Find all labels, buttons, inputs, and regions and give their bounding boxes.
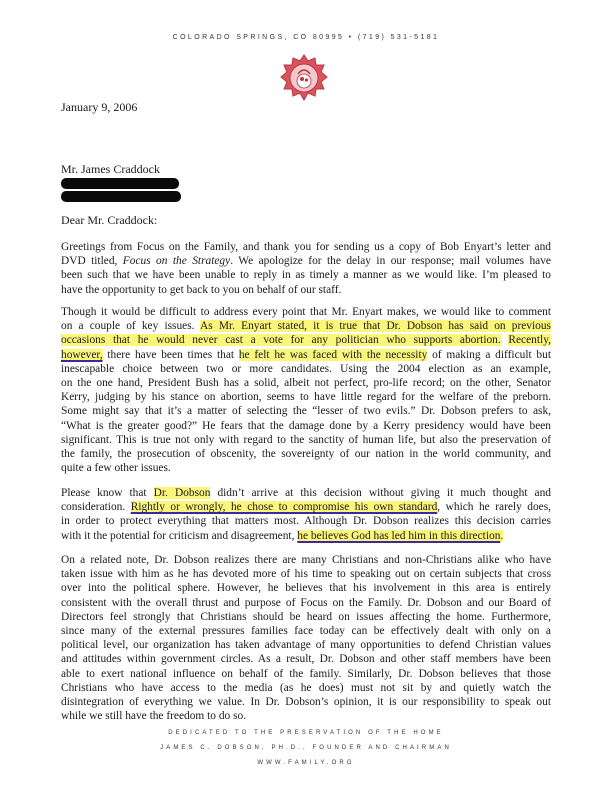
text-line bbox=[61, 333, 551, 347]
highlighted-text: occasions that he would never cast a vote for any politician who supports abortion. bbox=[61, 334, 501, 347]
text-line: and attitudes within government circles. As a result, Dr. Dobson and other staff members have been bbox=[61, 653, 551, 666]
text-line: have the opportunity to get back to you on behalf of our staff. bbox=[61, 283, 342, 296]
text-line: taken issue with him as he has devoted more of his time to speaking out on certain subjects that cross bbox=[61, 568, 551, 581]
letter-date: January 9, 2006 bbox=[61, 100, 138, 114]
text-line: able to exert national influence on behalf of the family. Similarly, Dr. Dobson believes that those bbox=[61, 667, 551, 680]
highlighted-text: As Mr. Enyart stated, it is true that Dr. Dobson has said on previous bbox=[200, 320, 551, 333]
text-line: Greetings from Focus on the Family, and thank you for sending us a copy of Bob Enyart’s letter and bbox=[61, 241, 551, 253]
highlighted-text: Dr. Dobson bbox=[153, 487, 211, 499]
highlighted-underlined-text: however, bbox=[61, 348, 103, 361]
highlighted-text: he felt he was faced with the necessity bbox=[238, 348, 428, 361]
redacted-address-line-2 bbox=[61, 191, 181, 202]
paragraph-1 bbox=[61, 240, 551, 297]
recipient-name: Mr. James Craddock bbox=[61, 162, 160, 176]
text-line: on a couple of key issues. As Mr. Enyart stated, it is true that Dr. Dobson has said on previous bbox=[61, 320, 551, 333]
text-line: Please know that Dr. Dobson didn’t arrive at this decision without giving it much thought and bbox=[61, 487, 551, 499]
text-line: over into the political sphere. However, he believes that his involvement in this area is entirely bbox=[61, 582, 551, 595]
text-line: with it the potential for criticism and disagreement, he believes God has led him in this direction. bbox=[61, 529, 504, 542]
text-line: since many of the external pressures families face today can be effectively dealt with only on a bbox=[61, 625, 551, 638]
text-line: the family, the prosecution of obscenity, the sovereignty of our nation in the world community, and bbox=[61, 448, 551, 461]
highlighted-underlined-text: Rightly or wrongly, he chose to compromise his own standard bbox=[130, 501, 438, 514]
paragraph-2 bbox=[61, 305, 551, 475]
text-line: On a related note, Dr. Dobson realizes there are many Christians and non-Christians alike who have bbox=[61, 554, 551, 566]
focus-on-the-family-logo-icon bbox=[279, 52, 329, 104]
footer-founder: JAMES C. DOBSON, PH.D., FOUNDER AND CHAIRMAN bbox=[160, 745, 452, 751]
footer-website: WWW.FAMILY.ORG bbox=[257, 760, 355, 766]
letterhead-address: COLORADO SPRINGS, CO 80995 • (719) 531-5181 bbox=[172, 34, 440, 41]
text-line: DVD titled, Focus on the Strategy. We apologize for the delay in our response; mail volumes have bbox=[61, 255, 551, 268]
text-line: Though it would be difficult to address every point that Mr. Enyart makes, we would like to comment bbox=[61, 306, 551, 318]
highlighted-text: Recently, bbox=[508, 334, 551, 347]
text-line: “What is the greater good?” He fears that the damage done by a Kerry presidency would have been bbox=[61, 419, 551, 432]
text-line: been such that we have been unable to reply in as timely a manner as we would like. I’m pleased to bbox=[61, 269, 551, 282]
text-line: while we still have the freedom to do so. bbox=[61, 710, 247, 723]
salutation: Dear Mr. Craddock: bbox=[61, 213, 158, 227]
text-line: Kerry, judging by his stance on abortion, seems to have little regard for the welfare of the preborn. bbox=[61, 391, 551, 404]
footer-dedication: DEDICATED TO THE PRESERVATION OF THE HOME bbox=[168, 730, 444, 736]
text-line: consistent with the overall thrust and purpose of Focus on the Family. Dr. Dobson and our Board of bbox=[61, 596, 551, 609]
text-line: Christians who have access to the media (as he does) must not sit by and quietly watch the bbox=[61, 681, 551, 694]
redacted-address-line-1 bbox=[61, 178, 179, 189]
text-line: in order to protect everything that matters most. Although Dr. Dobson realizes this decision carries bbox=[61, 515, 551, 528]
paragraph-4 bbox=[61, 553, 551, 723]
paragraph-3 bbox=[61, 486, 551, 543]
highlighted-underlined-text: he believes God has led him in this direction bbox=[297, 529, 501, 542]
text-line: on the one hand, President Bush has a solid, albeit not perfect, pro-life record; on the other, Senator bbox=[61, 377, 551, 390]
text-line: inescapable choice between two or more candidates. Using the 2004 election as an example, bbox=[61, 362, 551, 375]
text-line: quite a few other issues. bbox=[61, 462, 171, 475]
text-line: consideration. Rightly or wrongly, he chose to compromise his own standard, which he rarely does, bbox=[61, 501, 552, 514]
text-line: however, there have been times that he felt he was faced with the necessity of making a difficult but bbox=[61, 348, 551, 361]
text-line: political level, our organization has taken advantage of many opportunities to defend Christian values bbox=[61, 639, 551, 652]
text-line: significant. This is true not only with regard to the sanctity of human life, but also the preservation of bbox=[61, 433, 551, 446]
text-line: Some might say that it’s a matter of selecting the “lesser of two evils.” Dr. Dobson prefers to ask, bbox=[61, 405, 551, 418]
text-line: Directors feel strongly that Christians should be heard on issues affecting the home. Furthermore, bbox=[61, 610, 551, 623]
text-line: disintegration of everything we value. In Dr. Dobson’s opinion, it is our responsibility to speak out bbox=[61, 696, 551, 709]
